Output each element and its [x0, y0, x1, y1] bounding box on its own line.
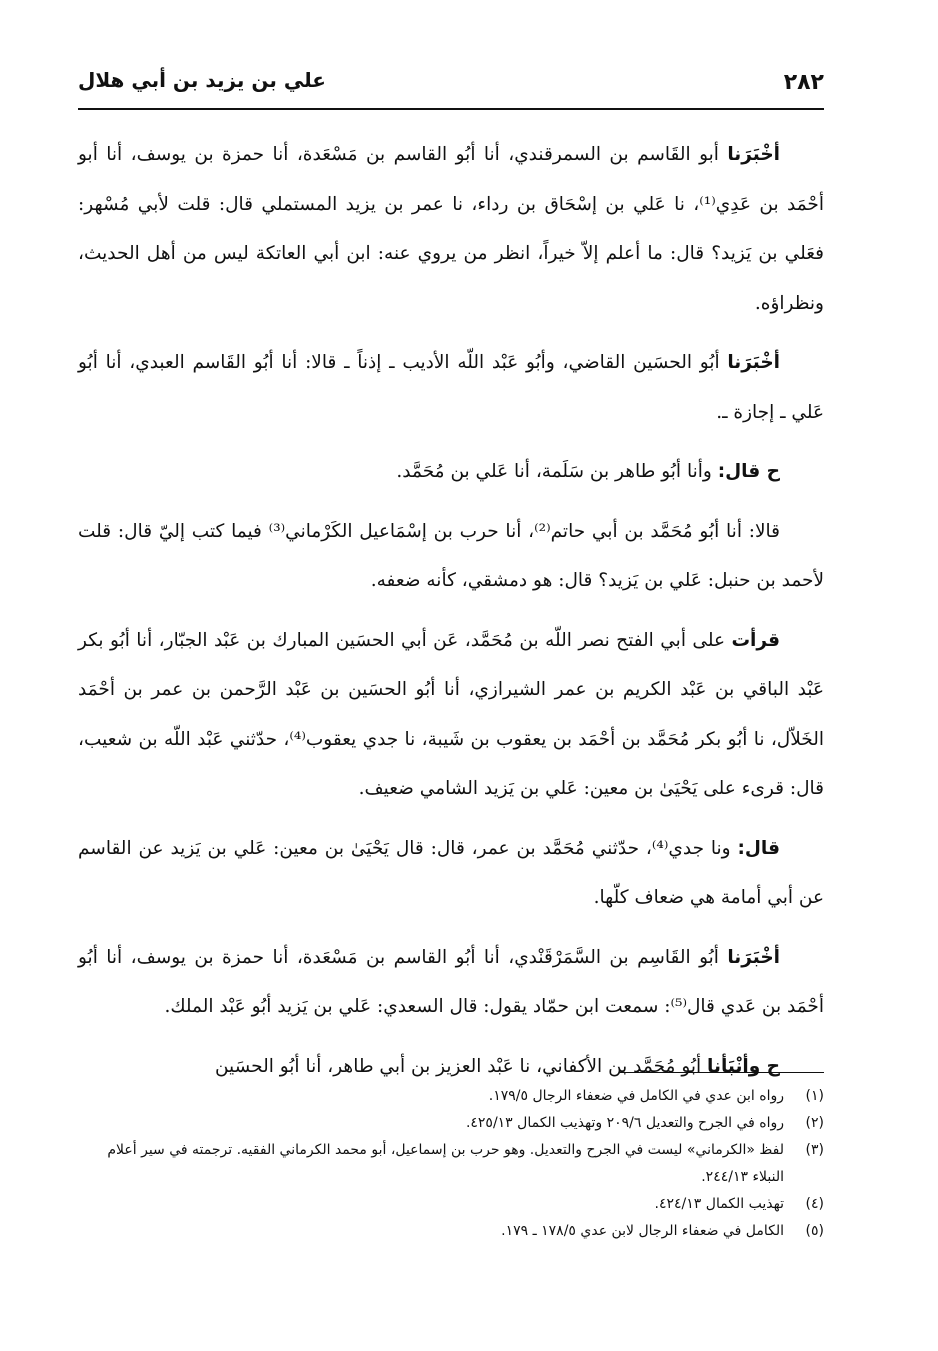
paragraph-text: على أبي الفتح نصر اللّه بن مُحَمَّد، عَن أبي الحسَين المبارك بن عَبْد الجبّار، أنا أبُو بكر عَبْد الباقي بن عَبْد الكريم بن عمر الشيرازي، أنا أبُو الحسَين بن عَبْد الرَّحمن بن عمر بن أحْمَد الخَلاّل، نا أبُو بكر مُحَمَّد بن أحْمَد بن يعقوب بن شَيبة، نا جدي يعقوب⁽⁴⁾، حدّثني عَبْد اللّه بن شعيب، قال: قرىء على يَحْيَىٰ بن معين: عَلي بن يَزيد الشامي ضعيف.	[78, 629, 824, 799]
paragraph	[78, 447, 824, 497]
footnote-separator	[620, 1072, 824, 1073]
paragraph-text: أبُو القَاسِم بن السَّمَرْقَنْدي، أنا أبُو القاسم بن مَسْعَدة، أنا حمزة بن يوسف، أنا أبُو أحْمَد بن عَدي قال⁽⁵⁾: سمعت ابن حمّاد يقول: قال السعدي: عَلي بن يَزيد أبُو عَبْد الملك.	[78, 946, 824, 1017]
main-text	[78, 130, 824, 1101]
footnote	[78, 1083, 824, 1110]
paragraph	[78, 933, 824, 1032]
footnote-number: (٤)	[805, 1196, 824, 1212]
footnote-number: (٣)	[805, 1142, 824, 1158]
page-header	[78, 58, 824, 110]
paragraph	[78, 130, 824, 328]
paragraph	[78, 824, 824, 923]
paragraph-text: أبُو مُحَمَّد بن الأكفاني، نا عَبْد العزيز بن أبي طاهر، أنا أبُو الحسَين	[214, 1055, 708, 1077]
paragraph	[78, 338, 824, 437]
footnote-text: تهذيب الكمال ٤٢٤/١٣.	[654, 1196, 784, 1212]
paragraph-text: وأنا أبُو طاهر بن سَلَمة، أنا عَلي بن مُحَمَّد.	[396, 461, 718, 482]
paragraph-text: أبو القَاسم بن السمرقندي، أنا أبُو القاسم بن مَسْعَدة، أنا حمزة بن يوسف، أنا أبو أحْمَد بن عَدِي⁽¹⁾، نا عَلي بن إسْحَاق بن رداء، نا عمر بن يزيد المستملي قال: قلت لأبي مُسْهر: فعَلي بن يَزيد؟ قال: ما أعلم إلاّ خيراً، انظر من يروي عنه: ابن أبي العاتكة ليس من أهل الحديث، ونظراؤه.	[78, 144, 825, 314]
footnote-text: الكامل في ضعفاء الرجال لابن عدي ١٧٨/٥ ـ ١٧٩.	[501, 1223, 784, 1239]
footnote	[78, 1110, 824, 1137]
footnote-number: (٢)	[805, 1115, 824, 1131]
footnote	[78, 1218, 824, 1245]
footnote	[78, 1191, 824, 1218]
paragraph-text: ونا جدي⁽⁴⁾، حدّثني مُحَمَّد بن عمر، قال: قال يَحْيَىٰ بن معين: عَلي بن يَزيد عن القاسم عن أبي أمامة هي ضعاف كلّها.	[78, 837, 824, 908]
footnote-number: (١)	[805, 1088, 824, 1104]
paragraph-lead: ح قال:	[717, 461, 780, 482]
footnote-text: رواه في الجرح والتعديل ٢٠٩/٦ وتهذيب الكمال ٤٢٥/١٣.	[465, 1115, 784, 1131]
paragraph	[78, 616, 824, 814]
paragraph-text: أبُو الحسَين القاضي، وأبُو عَبْد اللّه الأديب ـ إذناً ـ قالا: أنا أبُو القَاسم العبدي، أنا أبُو عَلي ـ إجازة ـ.	[78, 352, 824, 423]
paragraph-text: قالا: أنا أبُو مُحَمَّد بن أبي حاتم⁽²⁾، أنا حرب بن إسْمَاعيل الكَرْماني⁽³⁾ فيما كتب إليّ قال: قلت لأحمد بن حنبل: عَلي بن يَزيد؟ قال: هو دمشقي، كأنه ضعفه.	[78, 520, 824, 591]
footnote-text: رواه ابن عدي في الكامل في ضعفاء الرجال ١٧٩/٥.	[488, 1088, 784, 1104]
paragraph-lead: قال:	[737, 837, 780, 859]
paragraph-lead: أخْبَرَنا	[727, 352, 780, 373]
footnote-text: لفظ «الكرماني» ليست في الجرح والتعديل. وهو حرب بن إسماعيل، أبو محمد الكرماني الفقيه. ترجمته في سير أعلام النبلاء ٢٤٤/١٣.	[107, 1142, 784, 1185]
footnote	[78, 1137, 824, 1191]
paragraph	[78, 507, 824, 606]
paragraph-lead: أخْبَرَنا	[727, 144, 780, 165]
footnotes	[78, 1083, 824, 1245]
footnote-number: (٥)	[805, 1223, 824, 1239]
paragraph-lead: قرأت	[731, 629, 780, 651]
running-title: علي بن يزيد بن أبي هلال	[78, 68, 326, 92]
page-number: ٢٨٢	[783, 70, 824, 95]
paragraph-lead: أخْبَرَنا	[727, 946, 780, 968]
paragraph-lead: ح وأنْبَأنا	[707, 1055, 780, 1077]
